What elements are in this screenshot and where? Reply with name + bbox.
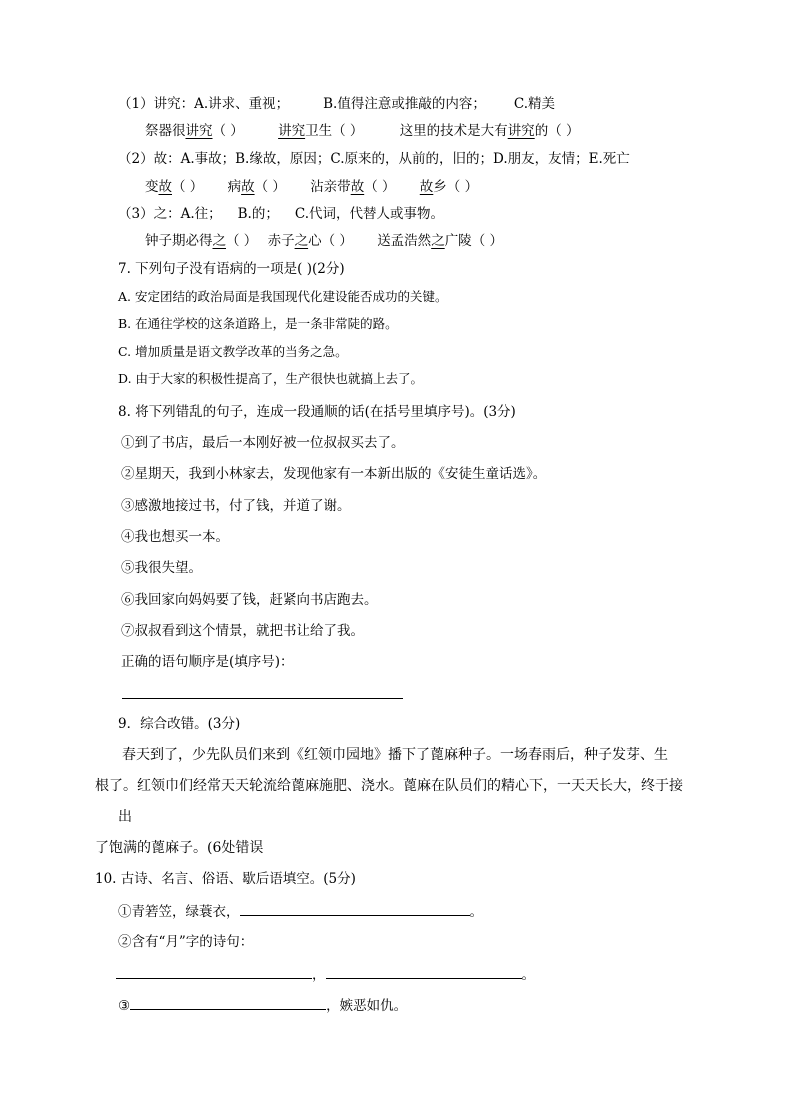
q6-row2-items (145, 177, 478, 197)
q10-item-3 (118, 995, 407, 1016)
q8-sentence-2: ②星期天，我到小林家去，发现他家有一本新出版的《安徒生童话选》。 (121, 466, 547, 482)
underlined-word: 讲究 (185, 123, 213, 139)
item-text: ③ (118, 998, 131, 1014)
meaning-a: A.往； (180, 206, 222, 222)
q8-sentence-6: ⑥我回家向妈妈要了钱，赶紧向书店跑去。 (121, 592, 378, 608)
q10-item-1 (118, 901, 483, 922)
q8-answer-label: 正确的语句顺序是(填序号)： (121, 654, 294, 670)
q7-option-c[interactable]: C. 增加质量是语文教学改革的当务之急。 (118, 344, 348, 359)
q10-item-2-blanks (116, 964, 535, 985)
q10-title: 10. 古诗、名言、俗语、歇后语填空。(5分) (95, 871, 356, 887)
answer-blank[interactable]: （ ） (364, 179, 396, 195)
answer-blank[interactable]: （ ） (254, 179, 286, 195)
q9-title: 9．综合改错。(3分) (118, 716, 241, 732)
item-text: 变 (145, 179, 159, 195)
underlined-word: 之 (294, 233, 309, 249)
answer-blank[interactable]: （ ） (332, 123, 364, 139)
q7-option-d[interactable]: D. 由于大家的积极性提高了，生产很快也就搞上去了。 (118, 371, 424, 386)
fill-blank[interactable] (240, 901, 470, 916)
answer-blank[interactable]: （ ） (471, 233, 503, 249)
meaning-b: B.的； (237, 206, 279, 222)
answer-blank[interactable]: （ ） (172, 179, 204, 195)
item-text: 钟子期必得 (145, 233, 213, 249)
row-number: （3） (118, 206, 154, 222)
meaning-d: D.朋友，友情； (493, 151, 589, 167)
q10-item-2: ②含有“月”字的诗句： (118, 934, 254, 950)
q7-option-b[interactable]: B. 在通往学校的这条道路上，是一条非常陡的路。 (118, 316, 398, 331)
q6-row3-definition (118, 204, 444, 224)
item-text: 乡 (433, 179, 447, 195)
item-text: 广陵 (444, 233, 472, 249)
underlined-word: 之 (431, 233, 445, 249)
item-text: 卫生 (305, 123, 333, 139)
q6-row1-definition (118, 94, 555, 114)
row-number: （1） (118, 96, 154, 112)
q9-text-line-4: 了饱满的蓖麻子。(6处错误 (95, 840, 264, 856)
underlined-word: 讲究 (507, 123, 535, 139)
fill-blank[interactable] (326, 964, 522, 979)
q8-sentence-5: ⑤我很失望。 (121, 560, 202, 576)
q6-row1-items (145, 121, 579, 141)
answer-blank[interactable]: （ ） (446, 179, 479, 195)
punctuation: ， (312, 967, 326, 983)
underlined-word: 之 (212, 233, 226, 249)
underlined-word: 故 (350, 179, 365, 195)
item-text: 送孟浩然 (377, 233, 432, 249)
keyword: 讲究： (153, 96, 195, 112)
underlined-word: 故 (241, 179, 255, 195)
q8-sentence-4: ④我也想买一本。 (121, 529, 229, 545)
fill-blank[interactable] (116, 964, 312, 979)
meaning-a: A.讲求、重视； (194, 96, 290, 112)
item-text: 心 (308, 233, 322, 249)
underlined-word: 讲究 (278, 123, 306, 139)
keyword: 故： (153, 151, 181, 167)
meaning-c: C.精美 (513, 96, 555, 112)
meaning-c: C.代词，代替人或事物。 (294, 206, 444, 222)
q8-sentence-3: ③感激地接过书，付了钱，并道了谢。 (121, 498, 351, 514)
q7-option-a[interactable]: A. 安定团结的政治局面是我国现代化建设能否成功的关键。 (118, 289, 448, 304)
q6-row3-items (145, 231, 503, 251)
q6-row2-definition (118, 149, 630, 169)
item-text: 的 (534, 123, 549, 139)
meaning-e: E.死亡 (588, 151, 630, 167)
underlined-word: 故 (158, 179, 172, 195)
fill-blank[interactable] (130, 995, 326, 1010)
answer-blank[interactable]: （ ） (212, 123, 244, 139)
item-text: ①青箬笠，绿蓑衣， (118, 904, 240, 920)
meaning-c: C.原来的，从前的，旧的； (330, 151, 493, 167)
q9-text-line-2: 根了。红领巾们经常天天轮流给蓖麻施肥、浇水。蓖麻在队员们的精心下，一天天长大，终于接 (95, 778, 683, 794)
item-text: 赤子 (267, 233, 295, 249)
meaning-a: A.事故； (180, 151, 236, 167)
q8-answer-line[interactable] (122, 698, 403, 699)
item-text: 。 (469, 904, 483, 920)
q8-title: 8. 将下列错乱的句子，连成一段通顺的话(在括号里填序号)。(3分) (118, 404, 516, 420)
answer-blank[interactable]: （ ） (321, 233, 353, 249)
meaning-b: B.缘故，原因； (235, 151, 331, 167)
answer-blank[interactable]: （ ） (548, 123, 580, 139)
item-text: ，嫉恶如仇。 (326, 998, 408, 1014)
meaning-b: B.值得注意或推敲的内容； (323, 96, 486, 112)
q8-sentence-1: ①到了书店，最后一本刚好被一位叔叔买去了。 (121, 435, 405, 451)
item-text: 病 (227, 179, 242, 195)
q9-text-line-1: 春天到了，少先队员们来到《红领巾园地》播下了蓖麻种子。一场春雨后，种子发芽、生 (122, 747, 668, 763)
q7-title: 7. 下列句子没有语病的一项是( )(2分) (118, 261, 345, 277)
punctuation: 。 (521, 967, 535, 983)
item-text: 祭器很 (145, 123, 186, 139)
row-number: （2） (118, 151, 154, 167)
item-text: 沾亲带 (310, 179, 351, 195)
keyword: 之： (153, 206, 181, 222)
item-text: 这里的技术是大有 (399, 123, 508, 139)
underlined-word: 故 (419, 179, 434, 195)
q9-text-line-3: 出 (118, 809, 132, 825)
answer-blank[interactable]: （ ） (226, 233, 258, 249)
q8-sentence-7: ⑦叔叔看到这个情景，就把书让给了我。 (121, 623, 364, 639)
